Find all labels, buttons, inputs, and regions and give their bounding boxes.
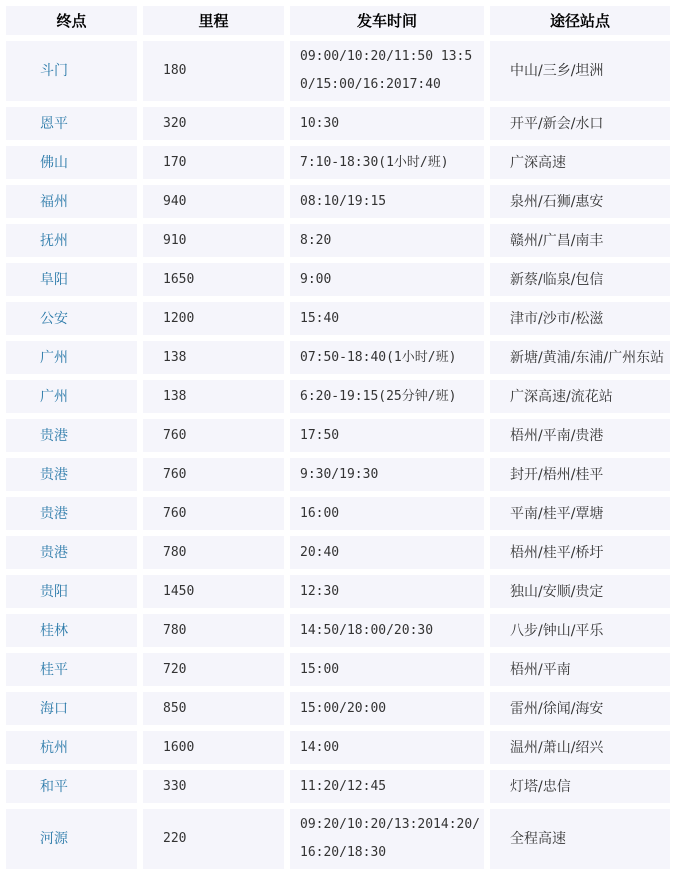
destination-cell [6, 653, 137, 686]
departure-times-cell: 10:30 [290, 107, 484, 140]
destination-cell [6, 185, 137, 218]
table-row [6, 692, 670, 725]
table-row [6, 575, 670, 608]
departure-times-cell: 09:00/10:20/11:50 13:50/15:00/16:2017:40 [290, 41, 484, 101]
table-row [6, 809, 670, 869]
departure-times-cell: 15:00/20:00 [290, 692, 484, 725]
table-row [6, 380, 670, 413]
mileage-cell: 138 [143, 380, 284, 413]
stations-cell: 广深高速/流花站 [490, 380, 670, 413]
destination-link[interactable]: 贵港 [40, 466, 68, 483]
mileage-cell: 780 [143, 614, 284, 647]
stations-cell: 梧州/平南 [490, 653, 670, 686]
destination-link[interactable]: 贵港 [40, 544, 68, 561]
departure-times-cell: 11:20/12:45 [290, 770, 484, 803]
destination-cell [6, 302, 137, 335]
stations-cell: 中山/三乡/坦洲 [490, 41, 670, 101]
mileage-cell: 170 [143, 146, 284, 179]
destination-cell [6, 575, 137, 608]
destination-link[interactable]: 广州 [40, 349, 68, 366]
column-header-departure-times: 发车时间 [290, 6, 484, 35]
mileage-cell: 940 [143, 185, 284, 218]
mileage-cell: 180 [143, 41, 284, 101]
mileage-cell: 760 [143, 497, 284, 530]
destination-link[interactable]: 阜阳 [40, 271, 68, 288]
departure-times-cell: 14:00 [290, 731, 484, 764]
stations-cell: 灯塔/忠信 [490, 770, 670, 803]
destination-cell [6, 692, 137, 725]
departure-times-cell: 8:20 [290, 224, 484, 257]
departure-times-cell: 7:10-18:30(1小时/班) [290, 146, 484, 179]
destination-link[interactable]: 福州 [40, 193, 68, 210]
destination-cell [6, 380, 137, 413]
departure-times-cell: 9:00 [290, 263, 484, 296]
table-row [6, 614, 670, 647]
mileage-cell: 720 [143, 653, 284, 686]
mileage-cell: 330 [143, 770, 284, 803]
table-row [6, 731, 670, 764]
table-row [6, 341, 670, 374]
table-row [6, 224, 670, 257]
column-header-destination: 终点 [6, 6, 137, 35]
destination-cell [6, 458, 137, 491]
destination-cell [6, 731, 137, 764]
stations-cell: 开平/新会/水口 [490, 107, 670, 140]
destination-link[interactable]: 海口 [40, 700, 68, 717]
mileage-cell: 760 [143, 458, 284, 491]
departure-times-cell: 15:00 [290, 653, 484, 686]
table-row [6, 263, 670, 296]
destination-link[interactable]: 贵阳 [40, 583, 68, 600]
destination-link[interactable]: 抚州 [40, 232, 68, 249]
mileage-cell: 760 [143, 419, 284, 452]
mileage-cell: 910 [143, 224, 284, 257]
destination-link[interactable]: 公安 [40, 310, 68, 327]
table-row [6, 185, 670, 218]
table-row [6, 653, 670, 686]
stations-cell: 温州/萧山/绍兴 [490, 731, 670, 764]
departure-times-cell: 17:50 [290, 419, 484, 452]
destination-link[interactable]: 和平 [40, 778, 68, 795]
mileage-cell: 780 [143, 536, 284, 569]
column-header-stations: 途径站点 [490, 6, 670, 35]
table-row [6, 458, 670, 491]
table-row [6, 146, 670, 179]
stations-cell: 全程高速 [490, 809, 670, 869]
destination-cell [6, 809, 137, 869]
departure-times-cell: 6:20-19:15(25分钟/班) [290, 380, 484, 413]
table-row [6, 107, 670, 140]
destination-cell [6, 341, 137, 374]
destination-cell [6, 419, 137, 452]
destination-link[interactable]: 杭州 [40, 739, 68, 756]
table-row [6, 536, 670, 569]
departure-times-cell: 20:40 [290, 536, 484, 569]
destination-cell [6, 770, 137, 803]
mileage-cell: 220 [143, 809, 284, 869]
mileage-cell: 1450 [143, 575, 284, 608]
mileage-cell: 1600 [143, 731, 284, 764]
stations-cell: 平南/桂平/覃塘 [490, 497, 670, 530]
destination-link[interactable]: 贵港 [40, 427, 68, 444]
destination-link[interactable]: 桂平 [40, 661, 68, 678]
stations-cell: 赣州/广昌/南丰 [490, 224, 670, 257]
destination-link[interactable]: 广州 [40, 388, 68, 405]
table-row [6, 41, 670, 101]
departure-times-cell: 07:50-18:40(1小时/班) [290, 341, 484, 374]
table-row [6, 419, 670, 452]
destination-cell [6, 614, 137, 647]
stations-cell: 广深高速 [490, 146, 670, 179]
destination-link[interactable]: 河源 [40, 831, 68, 847]
table-row [6, 302, 670, 335]
stations-cell: 封开/梧州/桂平 [490, 458, 670, 491]
schedule-table-body [6, 41, 670, 869]
table-row [6, 770, 670, 803]
departure-times-cell: 9:30/19:30 [290, 458, 484, 491]
destination-cell [6, 497, 137, 530]
destination-cell [6, 263, 137, 296]
departure-times-cell: 08:10/19:15 [290, 185, 484, 218]
header-row [6, 6, 670, 35]
destination-cell [6, 146, 137, 179]
stations-cell: 津市/沙市/松滋 [490, 302, 670, 335]
destination-cell [6, 536, 137, 569]
destination-cell [6, 224, 137, 257]
mileage-cell: 850 [143, 692, 284, 725]
stations-cell: 梧州/平南/贵港 [490, 419, 670, 452]
stations-cell: 独山/安顺/贵定 [490, 575, 670, 608]
departure-times-cell: 09:20/10:20/13:2014:20/16:20/18:30 [290, 809, 484, 869]
departure-times-cell: 15:40 [290, 302, 484, 335]
destination-link[interactable]: 桂林 [40, 622, 68, 639]
destination-link[interactable]: 贵港 [40, 505, 68, 522]
destination-link[interactable]: 恩平 [40, 115, 68, 132]
departure-times-cell: 14:50/18:00/20:30 [290, 614, 484, 647]
column-header-mileage: 里程 [143, 6, 284, 35]
departure-times-cell: 12:30 [290, 575, 484, 608]
destination-link[interactable]: 斗门 [40, 63, 68, 79]
mileage-cell: 320 [143, 107, 284, 140]
mileage-cell: 1650 [143, 263, 284, 296]
stations-cell: 新塘/黄浦/东浦/广州东站 [490, 341, 670, 374]
destination-link[interactable]: 佛山 [40, 154, 68, 171]
departure-times-cell: 16:00 [290, 497, 484, 530]
mileage-cell: 1200 [143, 302, 284, 335]
mileage-cell: 138 [143, 341, 284, 374]
destination-cell [6, 41, 137, 101]
stations-cell: 新蔡/临泉/包信 [490, 263, 670, 296]
stations-cell: 雷州/徐闻/海安 [490, 692, 670, 725]
stations-cell: 梧州/桂平/桥圩 [490, 536, 670, 569]
destination-cell [6, 107, 137, 140]
stations-cell: 泉州/石狮/惠安 [490, 185, 670, 218]
stations-cell: 八步/钟山/平乐 [490, 614, 670, 647]
table-row [6, 497, 670, 530]
